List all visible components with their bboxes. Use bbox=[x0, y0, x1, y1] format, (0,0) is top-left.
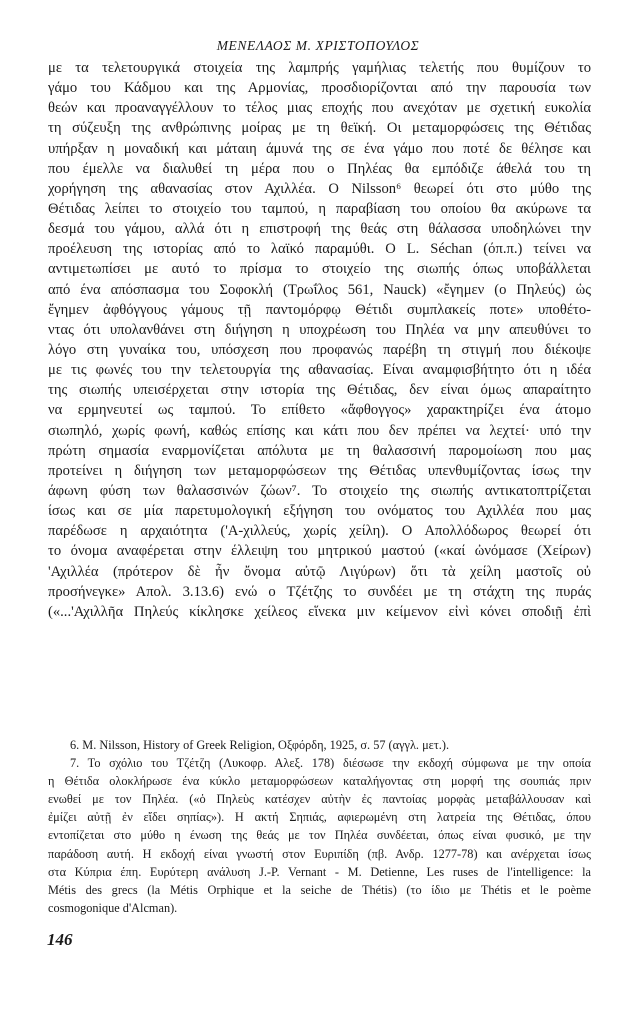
footnote-7-line: παράδοση αυτή. Η εκδοχή είναι γνωστή στον Ευριπίδη (πβ. Ανδρ. 1277-78) και ανέρχεται ίσως bbox=[48, 846, 591, 861]
footnote-7-line: στα Κύπρια έπη. Ευρύτερη ανάλυση J.-P. Vernant - M. Detienne, Les ruses de l'intelligence: la bbox=[48, 864, 591, 879]
text-line: ίσως και σε μία παρετυμολογική εξήγηση του ονόματος του Αχιλλέα που μας bbox=[48, 503, 591, 520]
text-line: χορήγηση της αθανασίας στον Αχιλλέα. Ο Nilsson⁶ θεωρεί ότι στο μύθο της bbox=[48, 180, 591, 197]
text-line: ἔγημεν ἀφθόγγους γάμους τῇ παντομόρφῳ Θέτιδι συμπλακείς ποτε» υποθέτο- bbox=[48, 301, 591, 318]
text-line: τη σύζευξη της ανθρώπινης μοίρας με τη θεϊκή. Οι μεταμορφώσεις της Θέτιδας bbox=[48, 120, 591, 137]
footnote-6: 6. M. Nilsson, History of Greek Religion, Οξφόρδη, 1925, σ. 57 (αγγλ. μετ.). bbox=[70, 738, 450, 752]
text-line: λόγο στη γυναίκα του, υπόσχεση που προφανώς παρέβη τη στιγμή που διέκοψε bbox=[48, 341, 591, 358]
text-line: υπήρξαν η μοναδική και μάταιη άμυνά της σε ένα γάμο που ποτέ δε θέλησε και bbox=[48, 140, 591, 157]
main-text bbox=[48, 58, 591, 622]
text-line: θεών και προαναγγέλλουν το τέλος μιας εποχής που ανεχόταν με σχετική ευκολία bbox=[48, 100, 591, 117]
text-line: προσήνεγκε» Απολ. 3.13.6) ενώ ο Τζέτζης το συνδέει με τη στάχτη της πυράς bbox=[48, 583, 591, 600]
text-line: άφωνη φύση των θαλασσινών ζώων⁷. Το στοιχείο της σιωπής αντικατοπτρίζεται bbox=[48, 482, 591, 499]
text-line: το όνομα αναφέρεται στην έλλειψη του μητρικού μαστού («καί ὠνόμασε (Χείρων) bbox=[48, 543, 591, 560]
footnote-7-line: ἐμίζει αὐτῇ ἐν εἴδει σηπίας»). Η ακτή Σηπιάς, αφιερωμένη στη λατρεία της Θέτιδας, όπου bbox=[48, 810, 591, 825]
text-line: αντιμετωπίσει με αυτό το πρίσμα το στοιχείο της σιωπής όπως υποβάλλεται bbox=[48, 261, 591, 278]
page-number: 146 bbox=[47, 930, 73, 949]
text-line: προέλευση της ιστορίας από το λαϊκό παραμύθι. Ο L. Séchan (όπ.π.) τείνει να bbox=[48, 241, 591, 258]
text-line: γάμο του Κάδμου και της Αρμονίας, προσδιορίζονται από την παρουσία των bbox=[48, 80, 591, 97]
text-line: προτείνει η διήγηση των μεταμορφώσεων της Θέτιδας υπενθυμίζοντας ίσως την bbox=[48, 462, 591, 479]
text-line: που έμελλε να διαλυθεί τη μέρα που ο Πηλέας θα εμπόδιζε άθελά του τη bbox=[48, 160, 591, 177]
footnote-7-line: cosmogonique d'Alcman). bbox=[48, 900, 178, 915]
text-line: από ένα απόσπασμα του Σοφοκλή (Τρωΐλος 561, Nauck) «ἔγημεν (ο Πηλεύς) ὡς bbox=[48, 281, 591, 298]
running-header: ΜΕΝΕΛΑΟΣ Μ. ΧΡΙΣΤΟΠΟΥΛΟΣ bbox=[216, 38, 420, 53]
text-line: σιωπηλό, χωρίς φωνή, καθώς επίσης και κάτι που δεν πρέπει να λεχτεί· υπό την bbox=[48, 422, 591, 439]
text-line: με τα τελετουργικά στοιχεία της λαμπρής γαμήλιας τελετής που θυμίζουν το bbox=[48, 60, 591, 76]
text-line: πρώτη σημασία εναρμονίζεται απόλυτα με τη θαλασσινή παρομοίωση που μας bbox=[48, 442, 591, 459]
text-line: ντας ότι υπολανθάνει στη διήγηση η υποχρέωση του Πηλέα να μην απευθύνει το bbox=[48, 321, 591, 338]
text-line: («...'Αχιλλῆα Πηλεύς κίκλησκε χείλεος εἵνεκα μιν κείμενον εἰνὶ κόνει σποδιῇ ἐπὶ bbox=[48, 603, 591, 620]
footnote-7-line: 7. Το σχόλιο του Τζέτζη (Λυκοφρ. Αλεξ. 178) διέσωσε την εκδοχή σύμφωνα με την οποία bbox=[70, 756, 591, 771]
text-line: με τις φωνές του την τελετουργία της αθανασίας. Είναι αναμφισβήτητο ότι η ιδέα bbox=[48, 362, 591, 379]
text-line: Θέτιδας λείπει το στοιχείο του ταμπού, η παραβίαση του οποίου θα ακύρωνε τα bbox=[48, 200, 591, 217]
footnote-7-line: η Θέτιδα ολοκλήρωσε ένα κύκλο μεταμορφώσεων καταλήγοντας στη μορφή της σουπιάς πριν bbox=[48, 774, 591, 789]
text-line: να ερμηνευτεί ως ταμπού. Το επίθετο «ἄφθογγος» χαρακτηρίζει ένα άτομο bbox=[48, 402, 591, 419]
text-line: 'Αχιλλέα (πρότερον δὲ ἦν ὄνομα αὐτῷ Λιγύρων) ὅτι τὰ χείλη μαστοῖς οὐ bbox=[48, 563, 591, 580]
text-line: της σιωπής υπεισέρχεται στην ιστορία της Θέτιδας, δεν είναι όμως απαραίτητο bbox=[48, 382, 591, 399]
footnote-7-line: εντοπίζεται στο μύθο η ένωση της θεάς με τον Πηλέα συνδέεται, όπως είναι φυσικό, με την bbox=[48, 828, 591, 843]
footnote-7-line: Métis des grecs (la Métis Orphique et la seiche de Thétis) (το ίδιο με Thétis et le poème bbox=[48, 882, 591, 897]
footnote-7-line: ενωθεί με τον Πηλέα. («ὁ Πηλεὺς κατέσχεν αὐτὴν ἐς παντοίας μορφὰς μεταβάλλουσαν καὶ bbox=[48, 792, 591, 807]
footnotes bbox=[48, 736, 591, 917]
text-line: παρέδωσε η αρχαιότητα ('Α-χιλλεύς, χωρίς χείλη). Ο Απολλόδωρος θεωρεί ότι bbox=[48, 523, 591, 540]
text-line: δεσμά του γάμου, αλλά ότι η επιστροφή της θεάς στη θάλασσα υποδηλώνει την bbox=[48, 221, 591, 238]
